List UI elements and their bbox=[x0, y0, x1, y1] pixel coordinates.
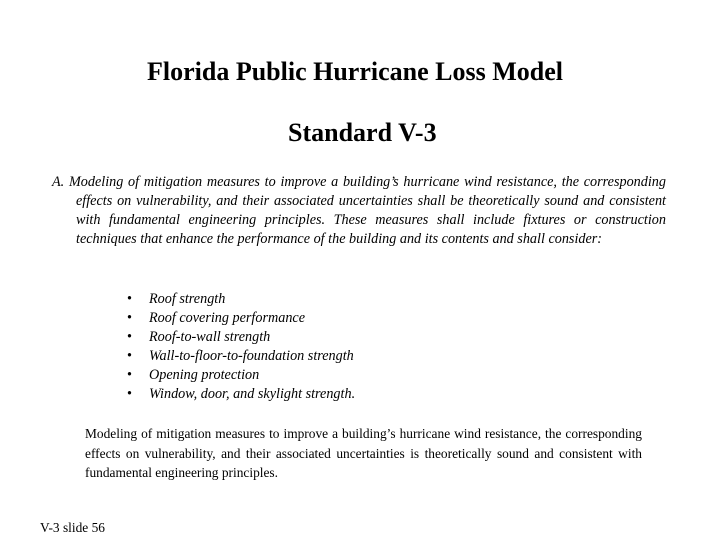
list-item bbox=[125, 290, 355, 309]
list-item-label: Roof covering performance bbox=[149, 310, 306, 327]
bullet-icon: • bbox=[127, 386, 132, 403]
list-item bbox=[125, 385, 355, 404]
list-item-label: Roof strength bbox=[149, 291, 226, 307]
standard-heading: Standard V-3 bbox=[288, 118, 437, 147]
list-item-label: Wall-to-floor-to-foundation strength bbox=[149, 348, 354, 365]
bullet-icon: • bbox=[127, 367, 132, 384]
bullet-icon: • bbox=[127, 291, 132, 307]
list-item-label: Opening protection bbox=[149, 367, 260, 384]
slide-title: Florida Public Hurricane Loss Model bbox=[147, 57, 563, 86]
bullet-icon: • bbox=[127, 348, 132, 365]
list-item-label: Window, door, and skylight strength. bbox=[149, 386, 356, 403]
list-item bbox=[125, 366, 355, 385]
list-item bbox=[125, 347, 355, 366]
list-item bbox=[125, 309, 355, 328]
standard-text: A. Modeling of mitigation measures to improve a building’s hurricane wind resistance, the corresponding effects on vulnerability, and their associated uncertainties shall be theoretically sound and consistent with fundamental engineering principles. These measures shall include fixtures or construction techniques that enhance the performance of the building and its contents and shall consider: bbox=[52, 174, 666, 248]
list-item bbox=[125, 328, 355, 347]
slide-number: V-3 slide 56 bbox=[40, 520, 105, 535]
list-item-label: Roof-to-wall strength bbox=[149, 329, 271, 346]
considerations-list bbox=[125, 290, 355, 405]
bullet-icon: • bbox=[127, 329, 132, 346]
response-note: Modeling of mitigation measures to improve a building’s hurricane wind resistance, the corresponding effects on vulnerability, and their associated uncertainties is theoretically sound and consistent with fundamental engineering principles. bbox=[85, 426, 642, 480]
bullet-icon: • bbox=[127, 310, 132, 327]
